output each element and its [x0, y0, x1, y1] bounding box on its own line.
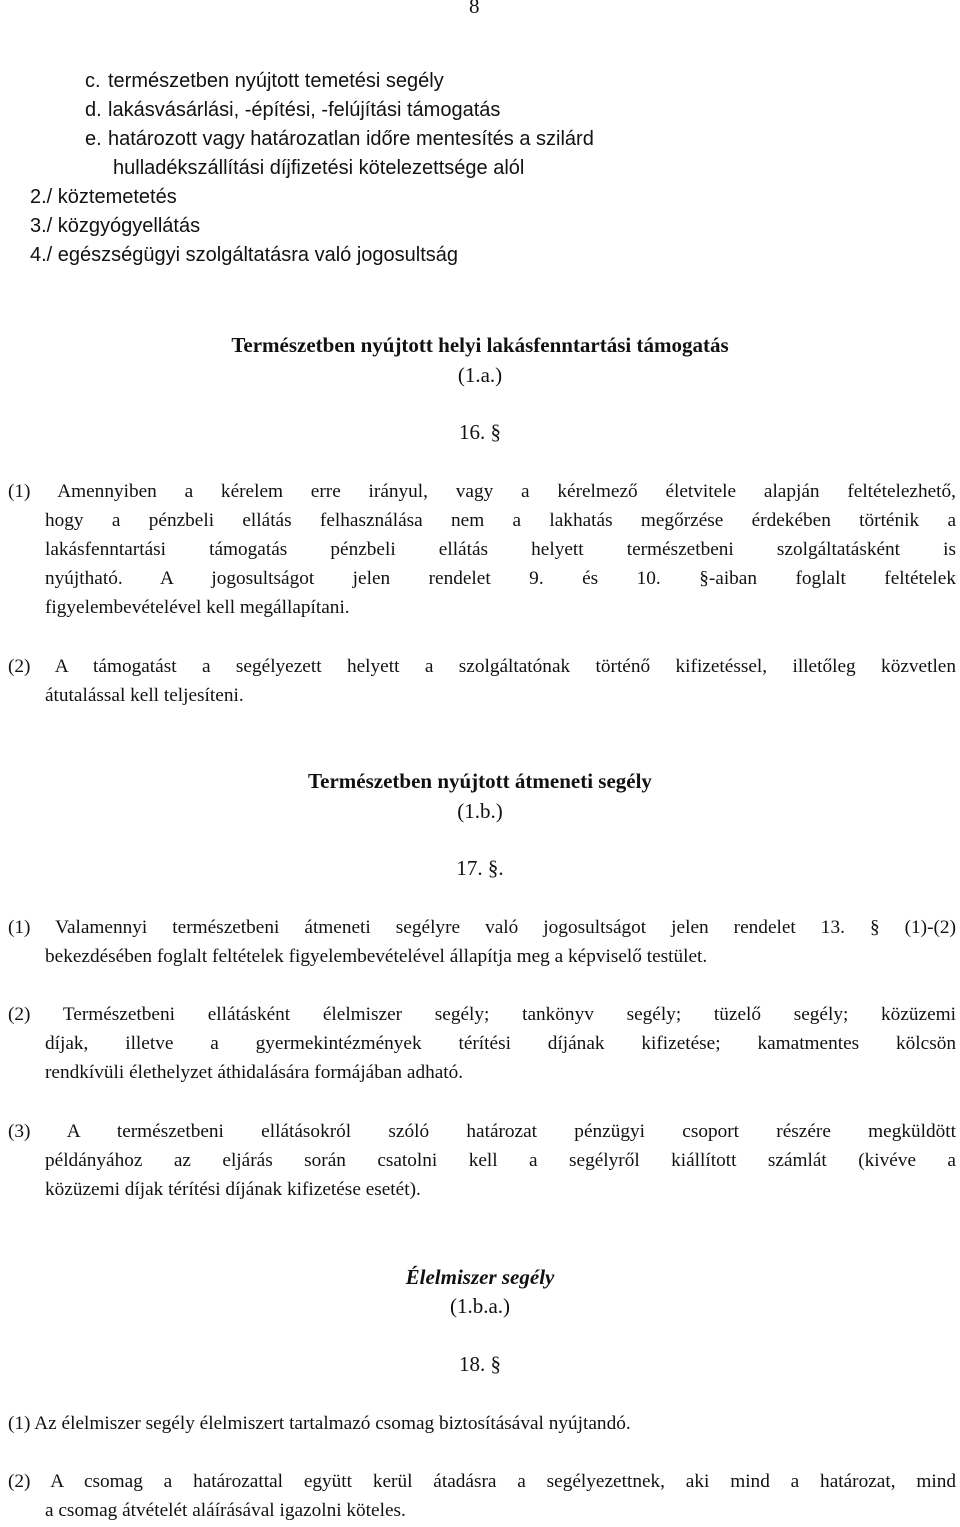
- paragraph: [8, 1409, 956, 1438]
- benefit-list: [30, 67, 650, 270]
- list-marker: c.: [85, 70, 101, 92]
- paragraph-line: (2) A támogatást a segélyezett helyett a szolgáltatónak történő kifizetéssel, illetőleg közvetlen: [8, 656, 956, 677]
- list-item-text: hulladékszállítási díjfizetési kötelezettsége alól: [113, 157, 525, 179]
- paragraph-line: (1) Az élelmiszer segély élelmiszert tartalmazó csomag biztosításával nyújtandó.: [8, 1413, 631, 1434]
- paragraph-line: hogy a pénzbeli ellátás felhasználása nem a lakhatás megőrzése érdekében történik a: [45, 510, 956, 531]
- paragraph-line: példányához az eljárás során csatolni kell a segélyről kiállított számlát (kivéve a: [45, 1150, 956, 1171]
- section-title: Természetben nyújtott helyi lakásfenntartási támogatás: [231, 333, 729, 357]
- list-item: [30, 183, 650, 212]
- list-item: [85, 125, 650, 154]
- paragraph: [8, 652, 956, 710]
- paragraph-line: közüzemi díjak térítési díjának kifizetése esetét).: [45, 1179, 421, 1200]
- page-number: 8: [469, 0, 480, 18]
- list-item-text: 3./ közgyógyellátás: [30, 215, 201, 237]
- list-item: [30, 212, 650, 241]
- paragraph-line: nyújtható. A jogosultságot jelen rendelet 9. és 10. §-aiban foglalt feltételek: [45, 568, 956, 589]
- paragraph: [8, 1117, 956, 1204]
- list-item: [30, 241, 650, 270]
- section-ref: (1.b.a.): [449, 1294, 511, 1318]
- paragraph-line: (2) Természetbeni ellátásként élelmiszer segély; tankönyv segély; tüzelő segély; közüzemi: [8, 1004, 956, 1025]
- paragraph-line: rendkívüli élethelyzet áthidalására formájában adható.: [45, 1062, 464, 1083]
- paragraph-line: bekezdésében foglalt feltételek figyelembevételével állapítja meg a képviselő testület.: [45, 946, 708, 967]
- list-item-text: határozott vagy határozatlan időre mentesítés a szilárd: [108, 128, 594, 150]
- paragraph-line: (2) A csomag a határozattal együtt kerül átadásra a segélyezettnek, aki mind a határozat, mind: [8, 1471, 956, 1492]
- paragraph-line: (1) Valamennyi természetbeni átmeneti segélyre való jogosultságot jelen rendelet 13. § (1)-(2): [8, 917, 956, 938]
- paragraph: [8, 913, 956, 971]
- section-ref: (1.a.): [457, 363, 503, 387]
- paragraph-line: a csomag átvételét aláírásával igazolni köteles.: [45, 1500, 406, 1521]
- paragraph-line: átutalással kell teljesíteni.: [45, 685, 244, 706]
- paragraph-line: figyelembevételével kell megállapítani.: [45, 597, 350, 618]
- list-item: [113, 154, 650, 183]
- paragraph-number: 18. §: [459, 1352, 501, 1376]
- paragraph-line: (1) Amennyiben a kérelem erre irányul, vagy a kérelmező életvitele alapján feltételezhető,: [8, 481, 956, 502]
- paragraph: [8, 477, 956, 622]
- section-title: Élelmiszer segély: [405, 1265, 555, 1289]
- paragraph: [8, 1467, 956, 1525]
- list-item-text: természetben nyújtott temetési segély: [108, 70, 444, 92]
- paragraph-line: (3) A természetbeni ellátásokról szóló határozat pénzügyi csoport részére megküldött: [8, 1121, 956, 1142]
- list-item-text: lakásvásárlási, -építési, -felújítási támogatás: [108, 99, 501, 121]
- paragraph-number: 17. §.: [456, 856, 504, 880]
- section-title: Természetben nyújtott átmeneti segély: [308, 769, 652, 793]
- list-item: [85, 96, 650, 125]
- list-item: [85, 67, 650, 96]
- section-ref: (1.b.): [457, 799, 503, 823]
- list-marker: d.: [85, 99, 102, 121]
- paragraph-line: díjak, illetve a gyermekintézmények térítési díjának kifizetése; kamatmentes kölcsön: [45, 1033, 956, 1054]
- list-marker: e.: [85, 128, 102, 150]
- list-item-text: 2./ köztemetetés: [30, 186, 177, 208]
- paragraph: [8, 1000, 956, 1087]
- paragraph-line: lakásfenntartási támogatás pénzbeli ellátás helyett természetbeni szolgáltatásként is: [45, 539, 956, 560]
- paragraph-number: 16. §: [459, 420, 501, 444]
- list-item-text: 4./ egészségügyi szolgáltatásra való jogosultság: [30, 244, 459, 266]
